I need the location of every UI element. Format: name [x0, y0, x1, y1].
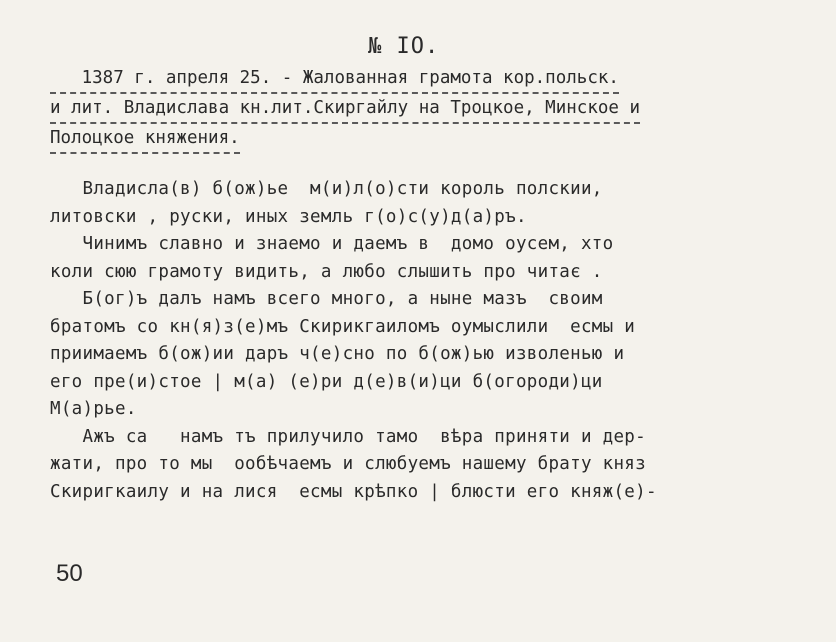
body-line: его пре(и)стое | м(а) (е)ри д(е)в(и)ци б(огороди)ци: [50, 371, 603, 392]
body-line: Ажъ са намъ тъ прилучило тамо вѣра приняти и дер-: [50, 426, 646, 447]
page-number: 50: [56, 560, 83, 587]
body-line: коли сюю грамоту видить, а любо слышить про читає .: [50, 261, 603, 282]
body-line: братомъ со кн(я)з(е)мъ Скирикгаиломъ оумыслили есмы и: [50, 316, 636, 337]
body-line: литовски , руски, иных земль г(о)с(у)д(а)ръ.: [50, 206, 527, 227]
body-line: жати, про то мы ообѣчаемъ и слюбуемъ нашему брату княз: [50, 454, 646, 474]
document-header: [50, 64, 810, 154]
header-line: и лит. Владислава кн.лит.Скиргайлу на Троцкое, Минское и: [50, 94, 640, 124]
body-line: Скиригкаилу и на лися есмы крѣпко | блюсти его княж(е)-: [50, 481, 657, 502]
body-line: приимаемъ б(ож)ии даръ ч(е)сно по б(ож)ью изволенью и: [50, 344, 625, 364]
header-line: 1387 г. апреля 25. - Жалованная грамота кор.польск.: [50, 64, 619, 94]
document-body: [50, 176, 810, 506]
document-number: № IO.: [368, 34, 440, 59]
header-line: Полоцкое княжения.: [50, 124, 240, 154]
body-line: Чинимъ славно и знаемо и даемъ в домо оусем, хто: [50, 234, 614, 254]
body-line: Б(ог)ъ далъ намъ всего много, а ныне мазъ своим: [50, 289, 603, 309]
body-line: М(а)рье.: [50, 399, 137, 419]
body-line: Владисла(в) б(ож)ье м(и)л(о)сти король полскии,: [50, 179, 603, 199]
